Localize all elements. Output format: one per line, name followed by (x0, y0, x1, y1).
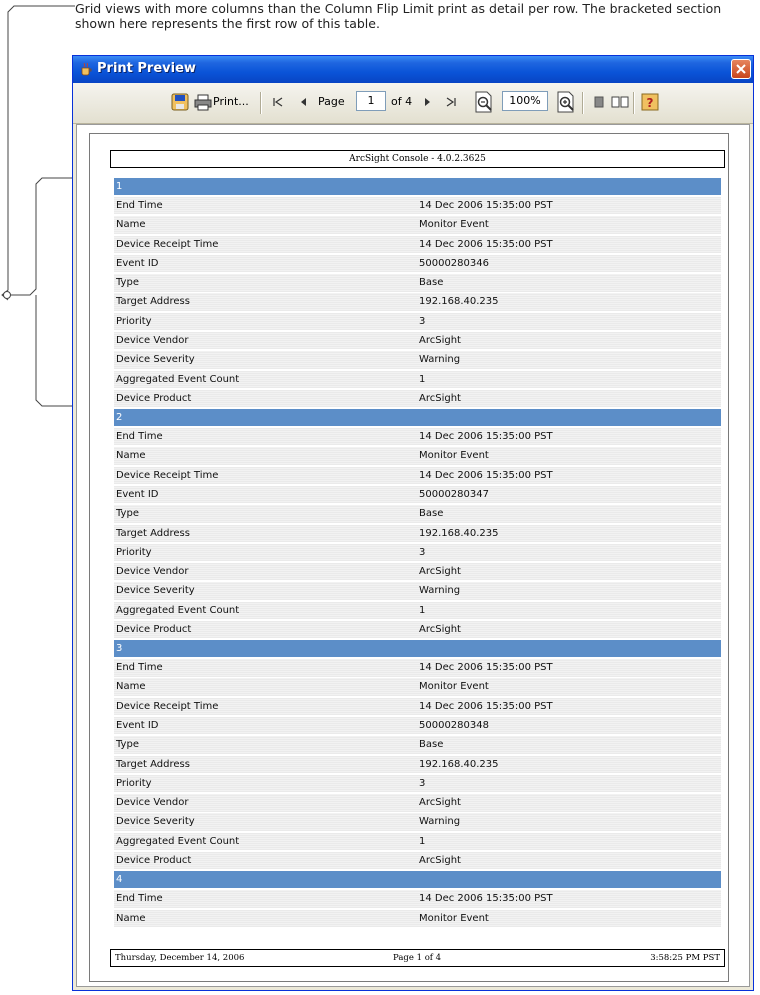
row-value: 14 Dec 2006 15:35:00 PST (419, 238, 553, 250)
first-page-icon[interactable] (269, 93, 287, 111)
row-value: 192.168.40.235 (419, 758, 499, 770)
table-row (114, 621, 721, 638)
row-value: 192.168.40.235 (419, 527, 499, 539)
row-value: ArcSight (419, 855, 461, 866)
row-value: 50000280346 (419, 257, 489, 269)
table-row (114, 505, 721, 522)
print-preview-window (72, 55, 754, 991)
report-header: ArcSight Console - 4.0.2.3625 (110, 150, 725, 168)
row-key: Target Address (116, 527, 190, 539)
row-value: 3 (419, 777, 426, 789)
group-header: 2 (114, 409, 721, 426)
row-value: Warning (419, 816, 461, 828)
row-key: Type (116, 277, 139, 289)
toolbar-separator (582, 92, 584, 114)
row-key: Name (116, 450, 146, 462)
table-row (114, 544, 721, 561)
java-cup-icon (79, 62, 93, 76)
row-value: Monitor Event (419, 219, 489, 231)
table-row (114, 775, 721, 792)
footer-time: 3:58:25 PM PST (650, 953, 720, 963)
row-key: Priority (116, 777, 152, 789)
table-row (114, 447, 721, 464)
table-row (114, 736, 721, 753)
row-key: Device Severity (116, 816, 195, 828)
table-row (114, 910, 721, 927)
toolbar-separator (260, 92, 262, 114)
row-key: Event ID (116, 257, 159, 269)
svg-text:?: ? (646, 96, 654, 110)
row-key: End Time (116, 662, 163, 674)
report-page (89, 133, 729, 982)
table-row (114, 563, 721, 580)
window-title: Print Preview (97, 61, 196, 76)
table-row (114, 698, 721, 715)
table-row (114, 678, 721, 695)
row-key: Target Address (116, 758, 190, 770)
row-key: Device Product (116, 855, 192, 866)
last-page-icon[interactable] (442, 93, 460, 111)
row-value: 14 Dec 2006 15:35:00 PST (419, 700, 553, 712)
table-row (114, 486, 721, 503)
row-key: Priority (116, 315, 152, 327)
row-key: Device Receipt Time (116, 469, 219, 481)
toolbar-separator (633, 92, 635, 114)
row-key: Device Vendor (116, 566, 189, 578)
row-key: End Time (116, 200, 163, 211)
row-value: 14 Dec 2006 15:35:00 PST (419, 431, 553, 443)
row-key: Device Severity (116, 354, 195, 366)
row-key: Aggregated Event Count (116, 835, 240, 847)
row-value: Base (419, 277, 444, 289)
zoom-out-icon[interactable] (473, 90, 495, 114)
row-value: 50000280347 (419, 488, 489, 500)
table-row (114, 717, 721, 734)
table-row (114, 351, 721, 368)
report-footer (110, 949, 725, 967)
table-row (114, 794, 721, 811)
close-icon (735, 63, 747, 75)
row-value: Base (419, 739, 444, 751)
table-row (114, 274, 721, 291)
row-key: Aggregated Event Count (116, 604, 240, 616)
print-button[interactable]: Print... (213, 95, 249, 108)
next-page-icon[interactable] (418, 93, 436, 111)
row-key: Event ID (116, 488, 159, 500)
table-row (114, 756, 721, 773)
printer-icon[interactable] (194, 93, 212, 111)
preview-area[interactable] (76, 124, 750, 987)
row-key: Aggregated Event Count (116, 373, 240, 385)
group-header: 4 (114, 871, 721, 888)
row-value: Base (419, 508, 444, 520)
table-row (114, 313, 721, 330)
help-icon[interactable] (641, 93, 659, 111)
row-value: 14 Dec 2006 15:35:00 PST (419, 893, 553, 905)
table-row (114, 390, 721, 407)
close-button[interactable] (731, 59, 751, 79)
zoom-level-input[interactable]: 100% (502, 91, 548, 111)
page-label: Page (318, 95, 345, 108)
report-rows (114, 178, 721, 929)
page-number-input[interactable]: 1 (356, 91, 386, 111)
single-page-icon[interactable] (590, 93, 608, 111)
table-row (114, 582, 721, 599)
row-key: Priority (116, 546, 152, 558)
row-key: Type (116, 508, 139, 520)
row-value: ArcSight (419, 334, 461, 346)
row-key: Name (116, 912, 146, 924)
row-value: Monitor Event (419, 681, 489, 693)
table-row (114, 236, 721, 253)
row-key: End Time (116, 431, 163, 443)
table-row (114, 216, 721, 233)
title-bar[interactable] (73, 56, 753, 83)
row-key: Device Receipt Time (116, 700, 219, 712)
annotation-callout: Grid views with more columns than the Column Flip Limit print as detail per row. The bracketed section shown here represents the first row of this table. (75, 1, 722, 31)
row-value: 3 (419, 315, 426, 327)
toolbar (73, 83, 753, 124)
row-value: 14 Dec 2006 15:35:00 PST (419, 469, 553, 481)
table-row (114, 659, 721, 676)
row-value: Monitor Event (419, 450, 489, 462)
row-key: Device Vendor (116, 797, 189, 809)
row-value: 14 Dec 2006 15:35:00 PST (419, 662, 553, 674)
table-row (114, 813, 721, 830)
row-value: Warning (419, 354, 461, 366)
row-key: End Time (116, 893, 163, 905)
row-key: Device Receipt Time (116, 238, 219, 250)
table-row (114, 255, 721, 272)
previous-page-icon[interactable] (295, 93, 313, 111)
row-key: Target Address (116, 296, 190, 308)
row-value: ArcSight (419, 623, 461, 635)
table-row (114, 833, 721, 850)
table-row (114, 467, 721, 484)
row-key: Device Severity (116, 585, 195, 597)
row-value: 14 Dec 2006 15:35:00 PST (419, 200, 553, 211)
row-value: 1 (419, 604, 426, 616)
row-value: ArcSight (419, 566, 461, 578)
two-page-icon[interactable] (611, 93, 629, 111)
row-value: 1 (419, 835, 426, 847)
row-key: Name (116, 219, 146, 231)
group-header: 1 (114, 178, 721, 195)
row-value: Monitor Event (419, 912, 489, 924)
row-value: ArcSight (419, 797, 461, 809)
row-value: 1 (419, 373, 426, 385)
table-row (114, 852, 721, 869)
row-key: Device Product (116, 623, 192, 635)
row-key: Name (116, 681, 146, 693)
footer-page: Page 1 of 4 (393, 953, 442, 963)
row-key: Event ID (116, 720, 159, 732)
table-row (114, 525, 721, 542)
table-row (114, 332, 721, 349)
row-value: 192.168.40.235 (419, 296, 499, 308)
table-row (114, 197, 721, 214)
group-header: 3 (114, 640, 721, 657)
row-key: Device Product (116, 392, 192, 404)
row-value: 3 (419, 546, 426, 558)
row-value: ArcSight (419, 392, 461, 404)
row-value: Warning (419, 585, 461, 597)
row-key: Device Vendor (116, 334, 189, 346)
row-value: 50000280348 (419, 720, 489, 732)
table-row (114, 293, 721, 310)
page-of-label: of 4 (391, 95, 413, 108)
save-icon[interactable] (171, 93, 189, 111)
table-row (114, 371, 721, 388)
footer-date: Thursday, December 14, 2006 (115, 953, 245, 963)
table-row (114, 890, 721, 907)
table-row (114, 428, 721, 445)
row-key: Type (116, 739, 139, 751)
zoom-in-icon[interactable] (555, 90, 577, 114)
table-row (114, 602, 721, 619)
